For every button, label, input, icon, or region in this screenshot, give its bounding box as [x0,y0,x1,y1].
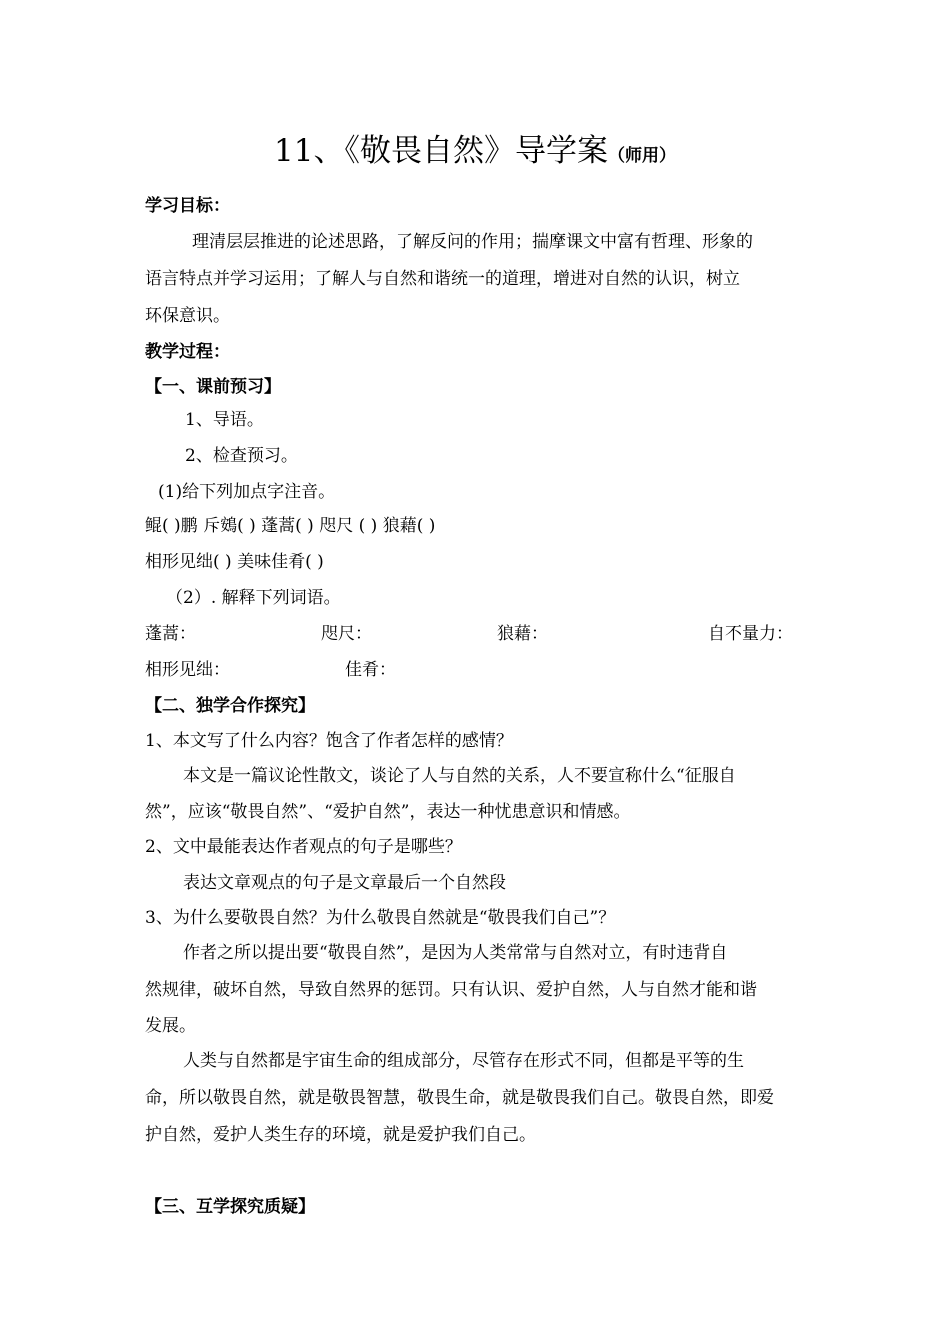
question: 3、为什么要敬畏自然？为什么敬畏自然就是“敬畏我们自己”？ [145,908,616,928]
answer-line: 护自然，爱护人类生存的环境，就是爱护我们自己。 [145,1125,536,1145]
objectives-line: 理清层层推进的论述思路，了解反问的作用；揣摩课文中富有哲理、形象的 [192,232,753,252]
answer-line: 本文是一篇议论性散文，谈论了人与自然的关系，人不要宣称什么“征服自 [183,766,736,786]
title-note: （师用） [607,146,676,166]
question: 2、文中最能表达作者观点的句子是哪些？ [145,837,462,857]
term-label: 相形见绌： [145,660,230,680]
answer-line: 表达文章观点的句子是文章最后一个自然段 [183,873,506,893]
term-label: 咫尺： [321,624,372,644]
page-title [0,132,950,175]
preview-item: 1、导语。 [185,410,264,430]
term-label: 狼藉： [497,624,548,644]
pinyin-row: 鲲( )鹏 斥鴳( ) 蓬蒿( ) 咫尺 ( ) 狼藉( ) [145,516,436,536]
objectives-line: 环保意识。 [145,306,230,326]
term-label: 自不量力： [708,624,793,644]
answer-line: 人类与自然都是宇宙生命的组成部分，尽管存在形式不同，但都是平等的生 [183,1051,744,1071]
title-main: 11、《敬畏自然》导学案 [274,133,608,169]
question: 1、本文写了什么内容？饱含了作者怎样的感情？ [145,731,513,751]
term-label: 蓬蒿： [145,624,196,644]
definition-instruction: （2）. 解释下列词语。 [166,588,341,608]
pinyin-instruction: (1)给下列加点字注音。 [158,482,336,502]
preview-item: 2、检查预习。 [185,446,298,466]
pinyin-row: 相形见绌( ) 美味佳肴( ) [145,552,324,572]
objectives-line: 语言特点并学习运用；了解人与自然和谐统一的道理，增进对自然的认识，树立 [145,269,740,289]
term-label: 佳肴： [345,660,396,680]
section3-heading: 【三、互学探究质疑】 [145,1197,315,1217]
answer-line: 然规律，破坏自然，导致自然界的惩罚。只有认识、爱护自然，人与自然才能和谐 [145,980,757,1000]
process-heading: 教学过程： [145,342,230,362]
answer-line: 发展。 [145,1016,196,1036]
section2-heading: 【二、独学合作探究】 [145,696,315,716]
answer-line: 作者之所以提出要“敬畏自然”，是因为人类常常与自然对立，有时违背自 [183,943,728,963]
answer-line: 命，所以敬畏自然，就是敬畏智慧，敬畏生命，就是敬畏我们自己。敬畏自然，即爱 [145,1088,774,1108]
answer-line: 然”，应该“敬畏自然”、“爱护自然”，表达一种忧患意识和情感。 [145,802,631,822]
section1-heading: 【一、课前预习】 [145,377,281,397]
objectives-heading: 学习目标： [145,196,230,216]
